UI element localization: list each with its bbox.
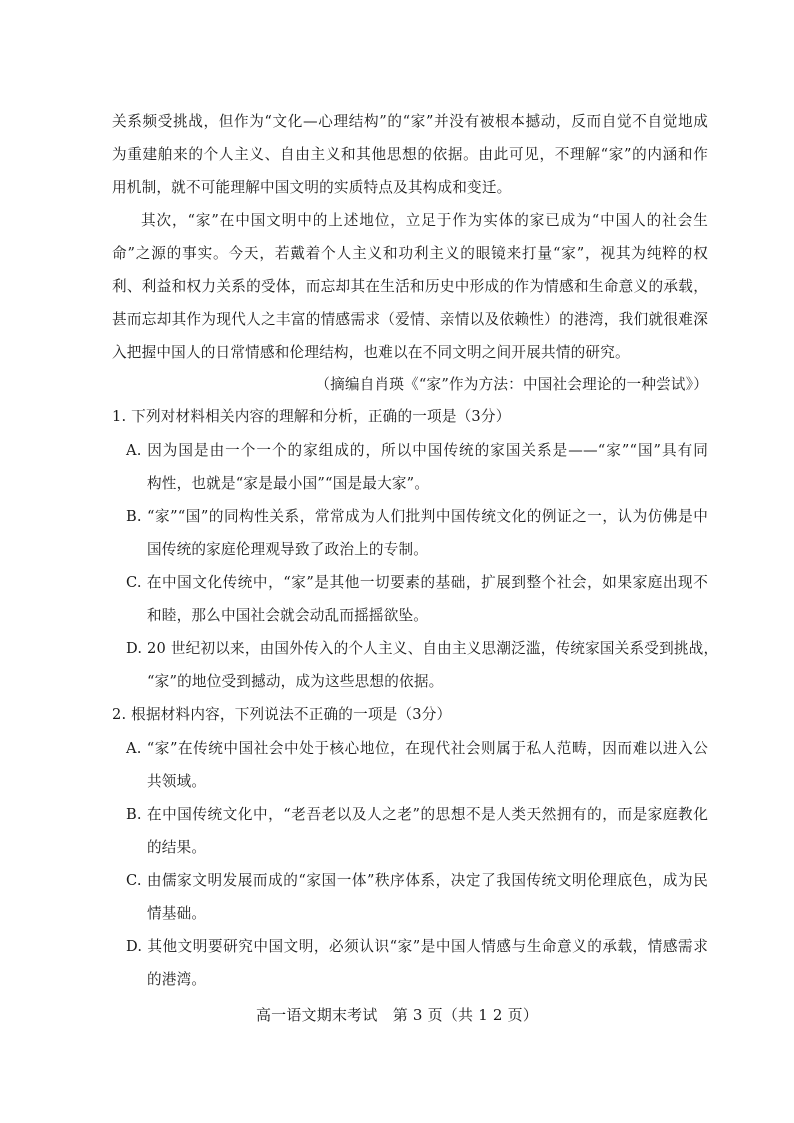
option-a-line: 共领域。	[147, 773, 207, 790]
option-c-line: C. 由儒家文明发展而成的“家国一体”秩序体系，决定了我国传统文明伦理底色，成为民	[126, 872, 708, 889]
option-c-line: C. 在中国文化传统中，“家”是其他一切要素的基础，扩展到整个社会，如果家庭出现不	[126, 574, 708, 591]
passage-line: 关系频受挑战，但作为“文化—心理结构”的“家”并没有被根本撼动，反而自觉不自觉地成	[112, 113, 708, 130]
question-stem: 2. 根据材料内容，下列说法不正确的一项是（3分）	[112, 706, 452, 723]
option-b-line: 的结果。	[147, 839, 207, 856]
passage-line: 其次，“家”在中国文明中的上述地位，立足于作为实体的家已成为“中国人的社会生	[141, 212, 708, 229]
option-a-line: A. 因为国是由一个一个的家组成的，所以中国传统的家国关系是——“家”“国”具有同	[126, 442, 708, 459]
passage-line: 用机制，就不可能理解中国文明的实质特点及其构成和变迁。	[112, 179, 512, 196]
option-a-line: 构性，也就是“家是最小国”“国是最大家”。	[147, 475, 430, 492]
passage-line: 为重建舶来的个人主义、自由主义和其他思想的依据。由此可见，不理解“家”的内涵和作	[112, 146, 708, 163]
option-d-line: “家”的地位受到撼动，成为这些思想的依据。	[147, 673, 444, 690]
option-c-line: 和睦，那么中国社会就会动乱而摇摇欲坠。	[147, 607, 429, 624]
option-d-line: D. 20 世纪初以来，由国外传入的个人主义、自由主义思潮泛滥，传统家国关系受到挑战，	[126, 640, 719, 657]
page-footer: 高一语文期末考试 第 3 页（共 1 2 页）	[255, 1006, 539, 1024]
option-a-line: A. “家”在传统中国社会中处于核心地位，在现代社会则属于私人范畴，因而难以进入公	[126, 740, 708, 757]
option-b-line: B. “家”“国”的同构性关系，常常成为人们批判中国传统文化的例证之一，认为仿佛是中	[126, 508, 708, 525]
option-c-line: 情基础。	[147, 905, 207, 922]
option-d-line: 的港湾。	[147, 971, 207, 988]
passage-line: 利、利益和权力关系的受体，而忘却其在生活和历史中形成的作为情感和生命意义的承载，	[112, 278, 708, 295]
option-d-line: D. 其他文明要研究中国文明，必须认识“家”是中国人情感与生命意义的承载，情感需求	[126, 938, 708, 955]
question-stem: 1. 下列对材料相关内容的理解和分析，正确的一项是（3分）	[112, 408, 511, 425]
option-b-line: B. 在中国传统文化中，“老吾老以及人之老”的思想不是人类天然拥有的，而是家庭教化	[126, 806, 708, 823]
source-citation: （摘编自肖瑛《“家”作为方法：中国社会理论的一种尝试》）	[315, 376, 708, 393]
passage-line: 命”之源的事实。今天，若戴着个人主义和功利主义的眼镜来打量“家”，视其为纯粹的权	[112, 245, 708, 262]
passage-line: 甚而忘却其作为现代人之丰富的情感需求（爱情、亲情以及依赖性）的港湾，我们就很难深	[112, 311, 708, 328]
passage-line: 入把握中国人的日常情感和伦理结构，也难以在不同文明之间开展共情的研究。	[112, 344, 630, 361]
option-b-line: 国传统的家庭伦理观导致了政治上的专制。	[147, 541, 429, 558]
